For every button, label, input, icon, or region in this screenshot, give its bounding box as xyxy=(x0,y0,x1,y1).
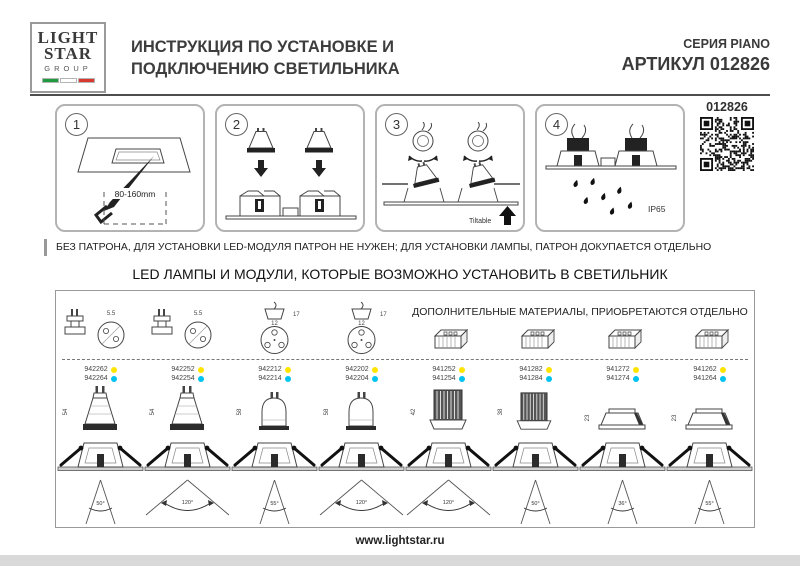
installed-fixture-icon xyxy=(615,124,657,168)
lamp-height-dim: 54 xyxy=(63,408,69,416)
warm-color-dot xyxy=(198,367,204,373)
dome-lamp-icon xyxy=(259,392,289,430)
beam-angle-label: 120° xyxy=(442,500,455,506)
code-warm: 941272 xyxy=(606,365,630,373)
module-diagram xyxy=(492,386,579,526)
step-panel-4 xyxy=(535,104,685,232)
code-cool: 941274 xyxy=(606,374,630,382)
led-module-icon xyxy=(430,390,466,429)
cool-color-dot xyxy=(459,376,465,382)
led-driver-icon xyxy=(688,326,732,352)
fixture-section-icon xyxy=(667,443,752,471)
compat-columns xyxy=(57,293,753,526)
warm-color-dot xyxy=(633,367,639,373)
compat-column xyxy=(666,293,753,526)
article-codes xyxy=(345,362,377,386)
arrow-down-icon xyxy=(312,160,326,177)
mr16-lamp-icon xyxy=(170,386,204,430)
code-warm: 941282 xyxy=(519,365,543,373)
socket-icon-box xyxy=(144,293,231,359)
module-diagram xyxy=(579,386,666,526)
lamp-diagram xyxy=(144,386,231,526)
note-text: БЕЗ ПАТРОНА, ДЛЯ УСТАНОВКИ LED-МОДУЛЯ ПАТРОН НЕ НУЖЕН; ДЛЯ УСТАНОВКИ ЛАМПЫ, ПАТРОН ДОКУПАЕТСЯ ОТДЕЛЬНО xyxy=(44,239,744,256)
cool-color-dot xyxy=(546,376,552,382)
beam-angle-label: 36° xyxy=(618,501,627,507)
qr-code xyxy=(700,117,754,171)
article-codes xyxy=(258,362,290,386)
pin-spacing-dim: 5.5 xyxy=(106,311,116,317)
module-diagram xyxy=(405,386,492,526)
rotating-lamp-icon xyxy=(408,122,438,161)
module-height-dim: 42 xyxy=(411,408,417,416)
face-dia-dim: 12 xyxy=(358,321,365,327)
compat-column xyxy=(57,293,144,526)
fixture-section-icon xyxy=(232,443,317,471)
ip-rating-label: IP65 xyxy=(648,204,666,214)
code-cool: 941264 xyxy=(693,374,717,382)
beam-cone-icon xyxy=(320,480,403,515)
cool-color-dot xyxy=(372,376,378,382)
warm-color-dot xyxy=(111,367,117,373)
compat-column xyxy=(144,293,231,526)
warm-color-dot xyxy=(459,367,465,373)
fixture-section-icon xyxy=(58,443,143,471)
warm-color-dot xyxy=(546,367,552,373)
ip-rating-diagram xyxy=(538,122,684,230)
dome-lamp-icon xyxy=(346,392,376,430)
mr16-lamp-icon xyxy=(83,386,117,430)
code-warm: 941262 xyxy=(693,365,717,373)
step-number: 4 xyxy=(545,113,568,136)
lamp-height-dim: 58 xyxy=(324,408,330,416)
gu53-socket-icon xyxy=(144,301,231,359)
warm-color-dot xyxy=(720,367,726,373)
module-diagram xyxy=(666,386,753,526)
cool-color-dot xyxy=(720,376,726,382)
lamp-diagram xyxy=(231,386,318,526)
article-number: АРТИКУЛ 012826 xyxy=(621,54,770,74)
led-driver-icon xyxy=(427,326,471,352)
step-number: 2 xyxy=(225,113,248,136)
lamp-icon xyxy=(247,128,275,153)
lamp-height-dim: 58 xyxy=(237,408,243,416)
section-title: LED ЛАМПЫ И МОДУЛИ, КОТОРЫЕ ВОЗМОЖНО УСТАНОВИТЬ В СВЕТИЛЬНИК xyxy=(132,266,668,282)
qr-block xyxy=(697,100,757,176)
fixture-section-icon xyxy=(319,443,404,471)
slim-module-icon xyxy=(686,409,732,429)
rain-drops-icon xyxy=(569,173,637,219)
code-cool: 942264 xyxy=(84,374,108,382)
socket-icon-box xyxy=(57,293,144,359)
article-codes xyxy=(432,362,464,386)
code-warm: 942212 xyxy=(258,365,282,373)
fixture-section-icon xyxy=(493,443,578,471)
lamp-icon xyxy=(305,128,333,153)
lamp-diagram xyxy=(57,386,144,526)
logo-text: GROUP xyxy=(44,64,92,73)
compat-column xyxy=(318,293,405,526)
warm-color-dot xyxy=(285,367,291,373)
installed-fixture-icon xyxy=(557,124,599,168)
plug-width-dim: 17 xyxy=(380,312,387,318)
code-warm: 942252 xyxy=(171,365,195,373)
lamp-height-dim: 54 xyxy=(150,408,156,416)
website-link[interactable]: www.lightstar.ru xyxy=(355,535,445,547)
compat-column xyxy=(579,293,666,526)
rotating-lamp-icon xyxy=(463,122,493,161)
compat-column xyxy=(492,293,579,526)
driver-icon-box xyxy=(492,293,579,359)
module-height-dim: 23 xyxy=(672,414,678,422)
italian-flag-icon xyxy=(32,78,104,83)
qr-article-label: 012826 xyxy=(706,100,748,114)
arrow-down-icon xyxy=(254,160,268,177)
driver-icon-box xyxy=(405,293,492,359)
module-plug-icon xyxy=(231,301,318,359)
module-height-dim: 23 xyxy=(585,414,591,422)
step-number: 1 xyxy=(65,113,88,136)
module-height-dim: 38 xyxy=(498,408,504,416)
tilted-lamp-icon xyxy=(465,160,496,189)
footer-bar xyxy=(0,555,800,566)
step-panel-1 xyxy=(55,104,205,232)
code-warm: 942262 xyxy=(84,365,108,373)
logo-text: LIGHT xyxy=(37,28,99,47)
lightstar-logo xyxy=(30,22,106,93)
series-name: СЕРИЯ PIANO xyxy=(683,37,770,51)
article-codes xyxy=(84,362,116,386)
step-panel-2 xyxy=(215,104,365,232)
beam-angle-label: 50° xyxy=(531,501,540,507)
header-divider xyxy=(30,94,770,96)
beam-cone-icon xyxy=(146,480,229,515)
series-block xyxy=(622,37,770,75)
cool-color-dot xyxy=(198,376,204,382)
article-codes xyxy=(606,362,638,386)
code-cool: 942204 xyxy=(345,374,369,382)
step-number: 3 xyxy=(385,113,408,136)
cutout-size-label: 80-160mm xyxy=(114,189,156,199)
cool-color-dot xyxy=(633,376,639,382)
driver-icon-box xyxy=(666,293,753,359)
compatibility-panel xyxy=(55,290,755,528)
module-plug-icon xyxy=(318,301,405,359)
compat-column xyxy=(405,293,492,526)
code-cool: 941284 xyxy=(519,374,543,382)
beam-angle-label: 120° xyxy=(355,500,368,506)
step-panel-3 xyxy=(375,104,525,232)
code-cool: 942254 xyxy=(171,374,195,382)
cool-color-dot xyxy=(285,376,291,382)
tilt-adjust-diagram xyxy=(378,122,524,230)
socket-icon-box xyxy=(318,293,405,359)
pin-spacing-dim: 5.5 xyxy=(193,311,203,317)
beam-angle-label: 55° xyxy=(705,501,714,507)
tilted-lamp-icon xyxy=(409,160,440,189)
face-dia-dim: 12 xyxy=(271,321,278,327)
fixture-housing xyxy=(240,191,280,216)
warm-color-dot xyxy=(372,367,378,373)
tiltable-label: Tiltable xyxy=(469,218,492,225)
beam-angle-label: 50° xyxy=(96,501,105,507)
page-title-line1: ИНСТРУКЦИЯ ПО УСТАНОВКЕ И xyxy=(131,38,395,56)
socket-icon-box xyxy=(231,293,318,359)
beam-angle-label: 55° xyxy=(270,501,279,507)
extras-title: ДОПОЛНИТЕЛЬНЫЕ МАТЕРИАЛЫ, ПРИОБРЕТАЮТСЯ ОТДЕЛЬНО xyxy=(412,306,748,318)
cutout-diagram xyxy=(58,122,204,230)
compat-column xyxy=(231,293,318,526)
led-module-icon xyxy=(517,393,551,429)
beam-angle-label: 120° xyxy=(181,500,194,506)
beam-cone-icon xyxy=(407,480,490,515)
code-warm: 941252 xyxy=(432,365,456,373)
lamp-diagram xyxy=(318,386,405,526)
plug-width-dim: 17 xyxy=(293,312,300,318)
article-codes xyxy=(171,362,203,386)
article-codes xyxy=(519,362,551,386)
arrow-up-icon xyxy=(499,206,516,225)
cool-color-dot xyxy=(111,376,117,382)
fixture-section-icon xyxy=(145,443,230,471)
page-title xyxy=(131,37,400,81)
led-driver-icon xyxy=(601,326,645,352)
code-cool: 941254 xyxy=(432,374,456,382)
lamp-insert-diagram xyxy=(218,122,364,230)
fixture-section-icon xyxy=(406,443,491,471)
article-codes xyxy=(693,362,725,386)
driver-icon-box xyxy=(579,293,666,359)
code-cool: 942214 xyxy=(258,374,282,382)
logo-text: STAR xyxy=(43,44,93,63)
led-driver-icon xyxy=(514,326,558,352)
fixture-section-icon xyxy=(580,443,665,471)
gu53-socket-icon xyxy=(57,301,144,359)
slim-module-icon xyxy=(599,409,645,429)
page-title-line2: ПОДКЛЮЧЕНИЮ СВЕТИЛЬНИКА xyxy=(131,59,400,78)
fixture-housing xyxy=(300,191,340,216)
code-warm: 942202 xyxy=(345,365,369,373)
